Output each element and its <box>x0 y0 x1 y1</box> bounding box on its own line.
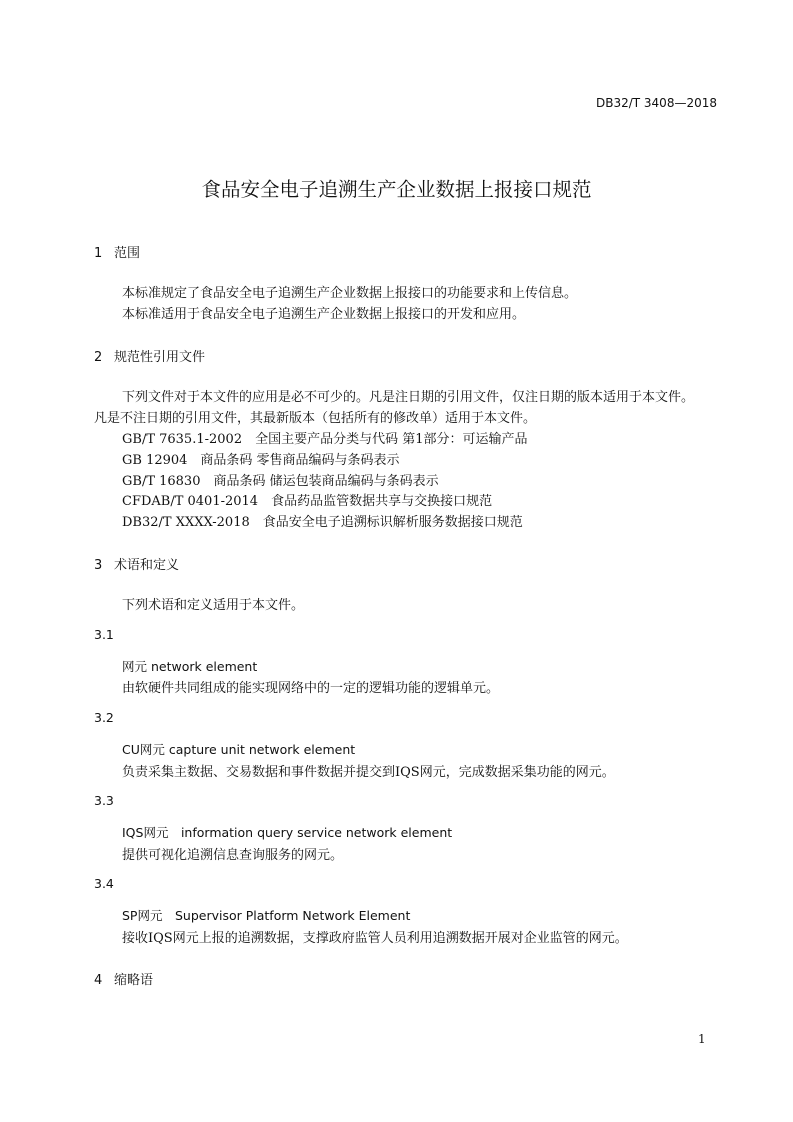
term-number: 3.1 <box>94 627 114 642</box>
paragraph-continuation: 凡是不注日期的引用文件，其最新版本（包括所有的修改单）适用于本文件。 <box>94 411 537 426</box>
reference-item: GB/T 7635.1-2002 全国主要产品分类与代码 第1部分：可运输产品 <box>122 432 528 447</box>
section-number: 3 <box>94 558 103 573</box>
reference-item: DB32/T XXXX-2018 食品安全电子追溯标识解析服务数据接口规范 <box>122 515 523 530</box>
standard-number: DB32/T 3408—2018 <box>595 96 717 110</box>
reference-item: GB/T 16830 商品条码 储运包装商品编码与条码表示 <box>122 474 439 489</box>
term-definition: 负责采集主数据、交易数据和事件数据并提交到IQS网元，完成数据采集功能的网元。 <box>122 765 615 780</box>
section-number: 2 <box>94 350 103 365</box>
section-1-heading <box>94 242 140 261</box>
term-definition: 提供可视化追溯信息查询服务的网元。 <box>122 848 344 863</box>
reference-item: CFDAB/T 0401-2014 食品药品监管数据共享与交换接口规范 <box>122 494 493 509</box>
term-name: IQS网元 information query service network element <box>122 825 453 840</box>
paragraph: 本标准规定了食品安全电子追溯生产企业数据上报接口的功能要求和上传信息。 <box>122 286 578 301</box>
term-definition: 接收IQS网元上报的追溯数据，支撑政府监管人员利用追溯数据开展对企业监管的网元。 <box>122 931 628 946</box>
section-title: 术语和定义 <box>114 558 180 573</box>
section-number: 4 <box>94 973 103 988</box>
document-title: 食品安全电子追溯生产企业数据上报接口规范 <box>201 178 592 201</box>
section-title: 缩略语 <box>114 973 154 988</box>
term-number: 3.3 <box>94 793 114 808</box>
paragraph: 下列文件对于本文件的应用是必不可少的。凡是注日期的引用文件，仅注日期的版本适用于本文件。 <box>122 390 695 405</box>
section-3-heading <box>94 554 179 573</box>
section-title: 范围 <box>114 246 141 261</box>
paragraph: 本标准适用于食品安全电子追溯生产企业数据上报接口的开发和应用。 <box>122 307 526 322</box>
section-number: 1 <box>94 246 103 261</box>
reference-item: GB 12904 商品条码 零售商品编码与条码表示 <box>122 453 400 468</box>
term-number: 3.4 <box>94 876 114 891</box>
paragraph: 下列术语和定义适用于本文件。 <box>122 598 305 613</box>
term-name: SP网元 Supervisor Platform Network Element <box>122 908 411 923</box>
term-number: 3.2 <box>94 710 114 725</box>
section-4-heading <box>94 969 153 988</box>
term-name: 网元 network element <box>122 659 258 674</box>
section-2-heading <box>94 346 205 365</box>
section-title: 规范性引用文件 <box>114 350 206 365</box>
term-definition: 由软硬件共同组成的能实现网络中的一定的逻辑功能的逻辑单元。 <box>122 681 500 696</box>
term-name: CU网元 capture unit network element <box>122 742 356 757</box>
page-number: 1 <box>698 1032 706 1046</box>
